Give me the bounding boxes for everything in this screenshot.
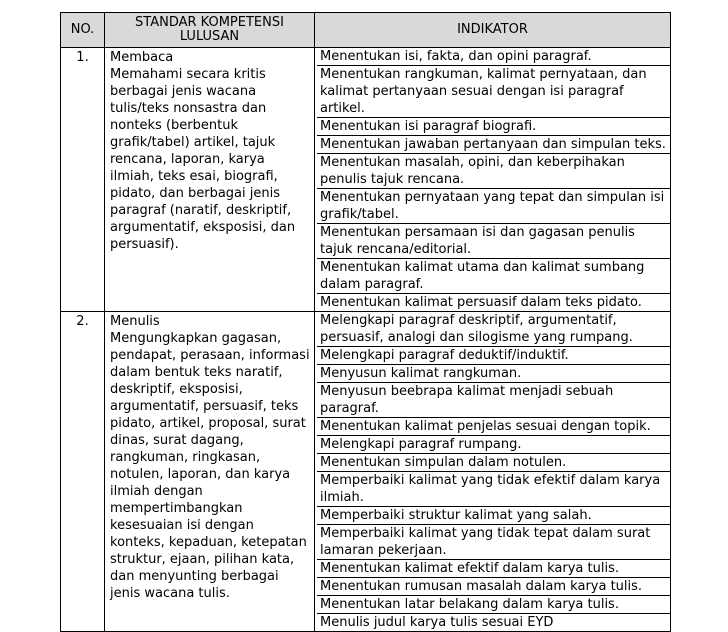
indicator-item: Menentukan rumusan masalah dalam karya tulis. xyxy=(317,578,670,596)
indicator-item: Menentukan isi, fakta, dan opini paragraf. xyxy=(317,48,670,66)
competency-title: Membaca xyxy=(110,50,174,65)
competency-title: Menulis xyxy=(110,314,160,329)
indicator-item: Menentukan jawaban pertanyaan dan simpulan teks. xyxy=(317,136,670,154)
competency-description: Mengungkapkan gagasan, pendapat, perasaan, informasi dalam bentuk teks naratif, deskriptif, eksposisi, argumentatif, persuasif, teks pidato, artikel, proposal, surat dinas, surat dagang, rangkuman, ringkasan, notulen, laporan, dan karya ilmiah dengan mempertimbangkan kesesuaian isi dengan konteks, kepaduan, ketepatan struktur, ejaan, pilihan kata, dan menyunting berbagai jenis wacana tulis. xyxy=(110,331,310,601)
competency-cell xyxy=(105,312,315,632)
table-row xyxy=(61,48,671,312)
table-row xyxy=(61,312,671,632)
competency-cell xyxy=(105,48,315,312)
indicator-item: Memperbaiki struktur kalimat yang salah. xyxy=(317,507,670,525)
indicator-item: Menentukan simpulan dalam notulen. xyxy=(317,454,670,472)
indicator-list xyxy=(317,312,670,631)
indicator-item: Memperbaiki kalimat yang tidak tepat dalam surat lamaran pekerjaan. xyxy=(317,525,670,560)
indicator-item: Menentukan latar belakang dalam karya tulis. xyxy=(317,596,670,614)
indicator-item: Menentukan kalimat persuasif dalam teks pidato. xyxy=(320,295,642,310)
competency-description: Memahami secara kritis berbagai jenis wacana tulis/teks nonsastra dan nonteks (berbentuk grafik/tabel) artikel, tajuk rencana, laporan, karya ilmiah, teks esai, biografi, pidato, dan berbagai jenis paragraf (naratif, deskriptif, argumentatif, eksposisi, dan persuasif). xyxy=(110,67,296,252)
indicator-item: Melengkapi paragraf deduktif/induktif. xyxy=(317,347,670,365)
row-number: 1. xyxy=(61,48,105,312)
indicator-item: Menyusun kalimat rangkuman. xyxy=(317,365,670,383)
row-number: 2. xyxy=(61,312,105,632)
indicator-cell xyxy=(315,312,671,632)
indicator-item: Menentukan kalimat efektif dalam karya tulis. xyxy=(317,560,670,578)
indicator-item: Menentukan persamaan isi dan gagasan penulis tajuk rencana/editorial. xyxy=(317,224,670,259)
header-indikator: INDIKATOR xyxy=(315,13,671,48)
competency-table xyxy=(60,12,671,632)
header-no: NO. xyxy=(61,13,105,48)
table-header-row xyxy=(61,13,671,48)
indicator-item: Menentukan masalah, opini, dan keberpihakan penulis tajuk rencana. xyxy=(317,154,670,189)
header-standar-kompetensi: STANDAR KOMPETENSI LULUSAN xyxy=(105,13,315,48)
indicator-item: Menentukan kalimat penjelas sesuai dengan topik. xyxy=(317,418,670,436)
indicator-item: Menentukan pernyataan yang tepat dan simpulan isi grafik/tabel. xyxy=(317,189,670,224)
indicator-item: Menulis judul karya tulis sesuai EYD xyxy=(320,615,554,630)
indicator-item: Menentukan isi paragraf biografi. xyxy=(317,118,670,136)
indicator-list xyxy=(317,48,670,311)
indicator-cell xyxy=(315,48,671,312)
indicator-item: Melengkapi paragraf rumpang. xyxy=(317,436,670,454)
document-page xyxy=(60,12,670,632)
indicator-item: Menentukan rangkuman, kalimat pernyataan, dan kalimat pertanyaan sesuai dengan isi paragraf artikel. xyxy=(317,66,670,118)
indicator-item: Menentukan kalimat utama dan kalimat sumbang dalam paragraf. xyxy=(317,259,670,294)
indicator-item: Melengkapi paragraf deskriptif, argumentatif, persuasif, analogi dan silogisme yang rumpang. xyxy=(317,312,670,347)
indicator-item: Memperbaiki kalimat yang tidak efektif dalam karya ilmiah. xyxy=(317,472,670,507)
indicator-item: Menyusun beebrapa kalimat menjadi sebuah paragraf. xyxy=(317,383,670,418)
